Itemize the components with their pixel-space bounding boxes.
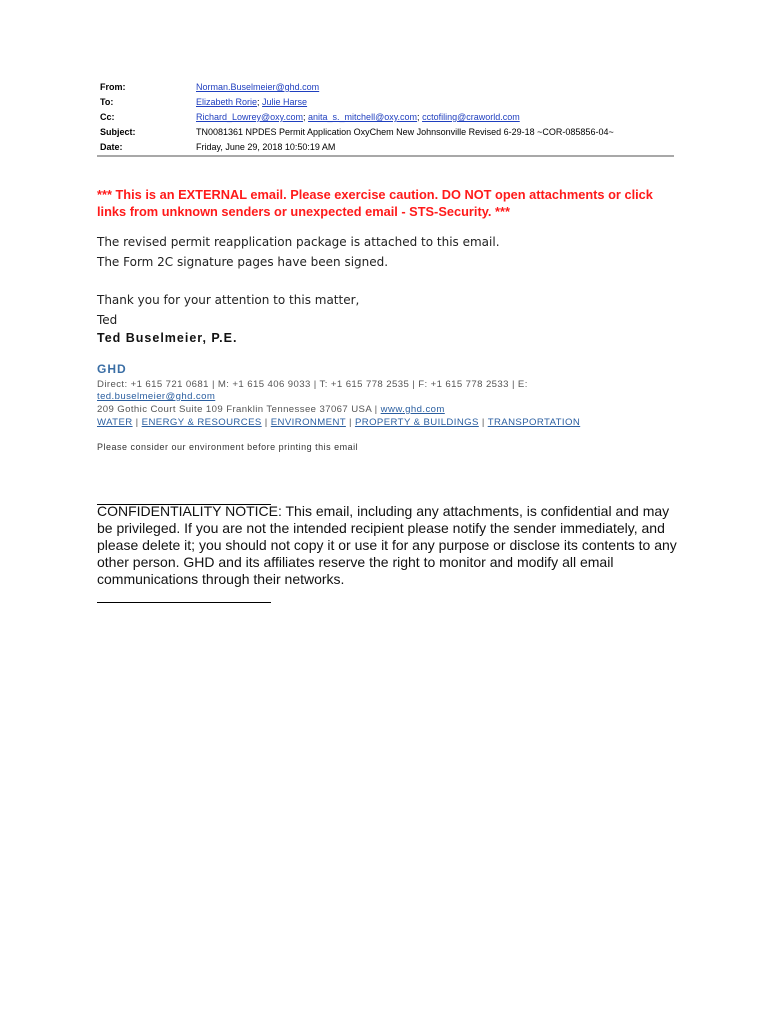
body-line: The Form 2C signature pages have been signed. xyxy=(97,255,389,269)
signature-name: Ted Buselmeier, P.E. xyxy=(97,331,238,345)
link-transportation[interactable]: TRANSPORTATION xyxy=(487,417,581,428)
link-separator: | xyxy=(135,417,139,428)
to-recipient-link[interactable]: Julie Harse xyxy=(262,97,308,107)
cc-recipient-link[interactable]: cctofiling@craworld.com xyxy=(422,112,520,122)
link-separator: | xyxy=(264,417,268,428)
signature-email-row xyxy=(97,391,215,402)
signature-contact: Direct: +1 615 721 0681 | M: +1 615 406 9033 | T: +1 615 778 2535 | F: +1 615 778 2533 | E: xyxy=(97,379,528,390)
cc-label: Cc: xyxy=(100,112,115,122)
from-label: From: xyxy=(100,82,126,92)
from-row xyxy=(100,80,675,95)
link-property-buildings[interactable]: PROPERTY & BUILDINGS xyxy=(354,417,479,428)
signature-address-row xyxy=(97,404,445,415)
external-email-warning: *** This is an EXTERNAL email. Please exercise caution. DO NOT open attachments or click links from unknown senders or unexpected email - STS-Security. *** xyxy=(97,187,653,219)
website-link[interactable]: www.ghd.com xyxy=(380,404,445,415)
link-environment[interactable]: ENVIRONMENT xyxy=(270,417,346,428)
confidentiality-notice: CONFIDENTIALITY NOTICE: This email, including any attachments, is confidential and may be privileged. If you are not the intended recipient please notify the sender immediately, and please delete it; you should not copy it or use it for any purpose or disclose its contents to any other person. GHD and its affiliates reserve the right to monitor and modify all email communications through their networks. xyxy=(97,503,677,587)
date-label: Date: xyxy=(100,142,123,152)
recipient-separator: ; xyxy=(303,112,309,122)
cc-recipient-link[interactable]: anita_s._mitchell@oxy.com xyxy=(308,112,418,122)
email-header xyxy=(100,80,675,155)
cc-row xyxy=(100,110,675,125)
cc-recipient-link[interactable]: Richard_Lowrey@oxy.com xyxy=(196,112,304,122)
from-email-link[interactable]: Norman.Buselmeier@ghd.com xyxy=(196,82,320,92)
link-energy-resources[interactable]: ENERGY & RESOURCES xyxy=(141,417,262,428)
subject-row xyxy=(100,125,675,140)
signature-email-link[interactable]: ted.buselmeier@ghd.com xyxy=(97,391,216,402)
subject-value: TN0081361 NPDES Permit Application OxyChem New Johnsonville Revised 6-29-18 ~COR-085856-04~ xyxy=(196,127,614,137)
header-divider xyxy=(97,155,674,157)
to-row xyxy=(100,95,675,110)
link-water[interactable]: WATER xyxy=(97,417,133,428)
body-line: The revised permit reapplication package is attached to this email. xyxy=(97,235,500,249)
closing-line: Thank you for your attention to this matter, xyxy=(97,293,360,307)
service-links-row xyxy=(97,417,580,428)
subject-label: Subject: xyxy=(100,127,136,137)
recipient-separator: ; xyxy=(257,97,263,107)
link-separator: | xyxy=(348,417,352,428)
environment-note: Please consider our environment before printing this email xyxy=(97,442,359,452)
date-row xyxy=(100,140,675,155)
confidentiality-bottom-rule xyxy=(97,602,271,603)
link-separator: | xyxy=(481,417,485,428)
to-label: To: xyxy=(100,97,114,107)
signature-company: GHD xyxy=(97,362,127,376)
date-value: Friday, June 29, 2018 10:50:19 AM xyxy=(196,142,336,152)
signature-address: 209 Gothic Court Suite 109 Franklin Tennessee 37067 USA | xyxy=(97,404,378,415)
sender-first-name: Ted xyxy=(97,313,118,327)
recipient-separator: ; xyxy=(417,112,423,122)
to-recipient-link[interactable]: Elizabeth Rorie xyxy=(196,97,258,107)
